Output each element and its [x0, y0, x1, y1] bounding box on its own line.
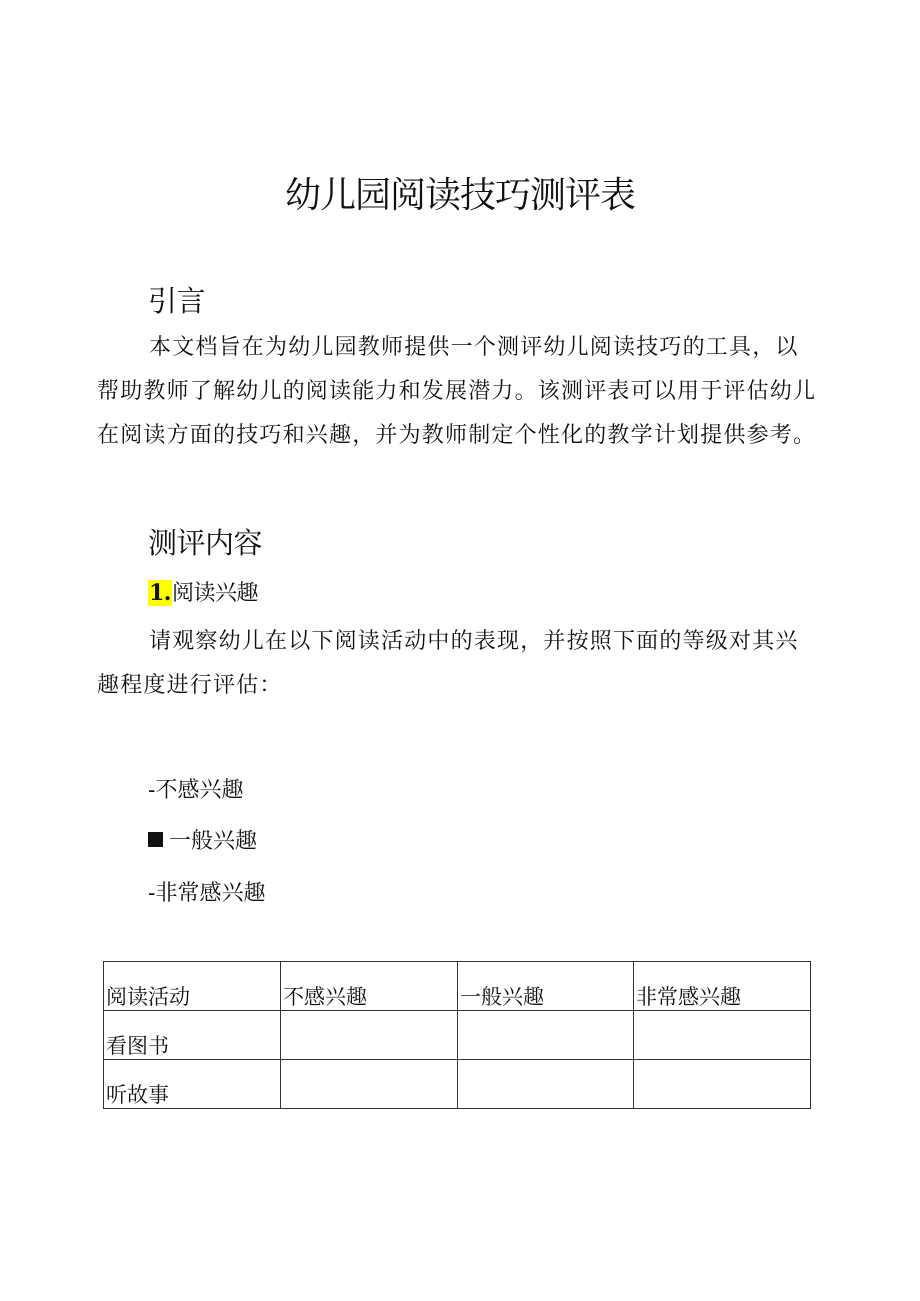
table-header-cell: 不感兴趣	[281, 962, 458, 1011]
level-item-2	[148, 827, 257, 857]
table-row	[104, 1060, 811, 1109]
intro-heading: 引言	[148, 284, 206, 318]
table-cell[interactable]	[458, 1011, 634, 1060]
table-cell[interactable]	[634, 1060, 811, 1109]
table-header-cell: 一般兴趣	[458, 962, 634, 1011]
level-label: 非常感兴趣	[155, 881, 266, 906]
table-cell[interactable]	[281, 1060, 458, 1109]
subsection-number: 1.	[149, 580, 171, 606]
table-cell-activity: 看图书	[104, 1011, 281, 1060]
intro-line-2: 帮助教师了解幼儿的阅读能力和发展潜力。该测评表可以用于评估幼儿	[97, 379, 817, 404]
level-label: 不感兴趣	[155, 778, 244, 803]
evaluation-table	[103, 961, 811, 1109]
subsection-paragraph	[97, 620, 817, 708]
table-cell-activity: 听故事	[104, 1060, 281, 1109]
square-bullet-icon	[148, 832, 163, 847]
content-heading: 测评内容	[148, 526, 263, 560]
level-item-3	[148, 879, 265, 909]
subsection-title: 阅读兴趣	[171, 581, 258, 606]
document-title: 幼儿园阅读技巧测评表	[284, 175, 635, 216]
intro-paragraph	[97, 326, 817, 458]
table-cell[interactable]	[458, 1060, 634, 1109]
subsection-heading	[148, 578, 258, 609]
level-label: 一般兴趣	[169, 829, 258, 854]
table-header-cell: 阅读活动	[104, 962, 281, 1011]
level-dash: -	[148, 778, 156, 803]
intro-line-1: 本文档旨在为幼儿园教师提供一个测评幼儿阅读技巧的工具，以	[149, 335, 799, 360]
table-header-cell: 非常感兴趣	[634, 962, 811, 1011]
level-item-1	[148, 776, 243, 806]
intro-line-3: 在阅读方面的技巧和兴趣，并为教师制定个性化的教学计划提供参考。	[97, 423, 817, 448]
table-header-row	[104, 962, 811, 1011]
table-row	[104, 1011, 811, 1060]
subsection-line-1: 请观察幼儿在以下阅读活动中的表现，并按照下面的等级对其兴	[149, 629, 799, 654]
subsection-line-2: 趣程度进行评估：	[97, 673, 283, 698]
table-cell[interactable]	[634, 1011, 811, 1060]
table-cell[interactable]	[281, 1011, 458, 1060]
level-dash: -	[148, 881, 156, 906]
